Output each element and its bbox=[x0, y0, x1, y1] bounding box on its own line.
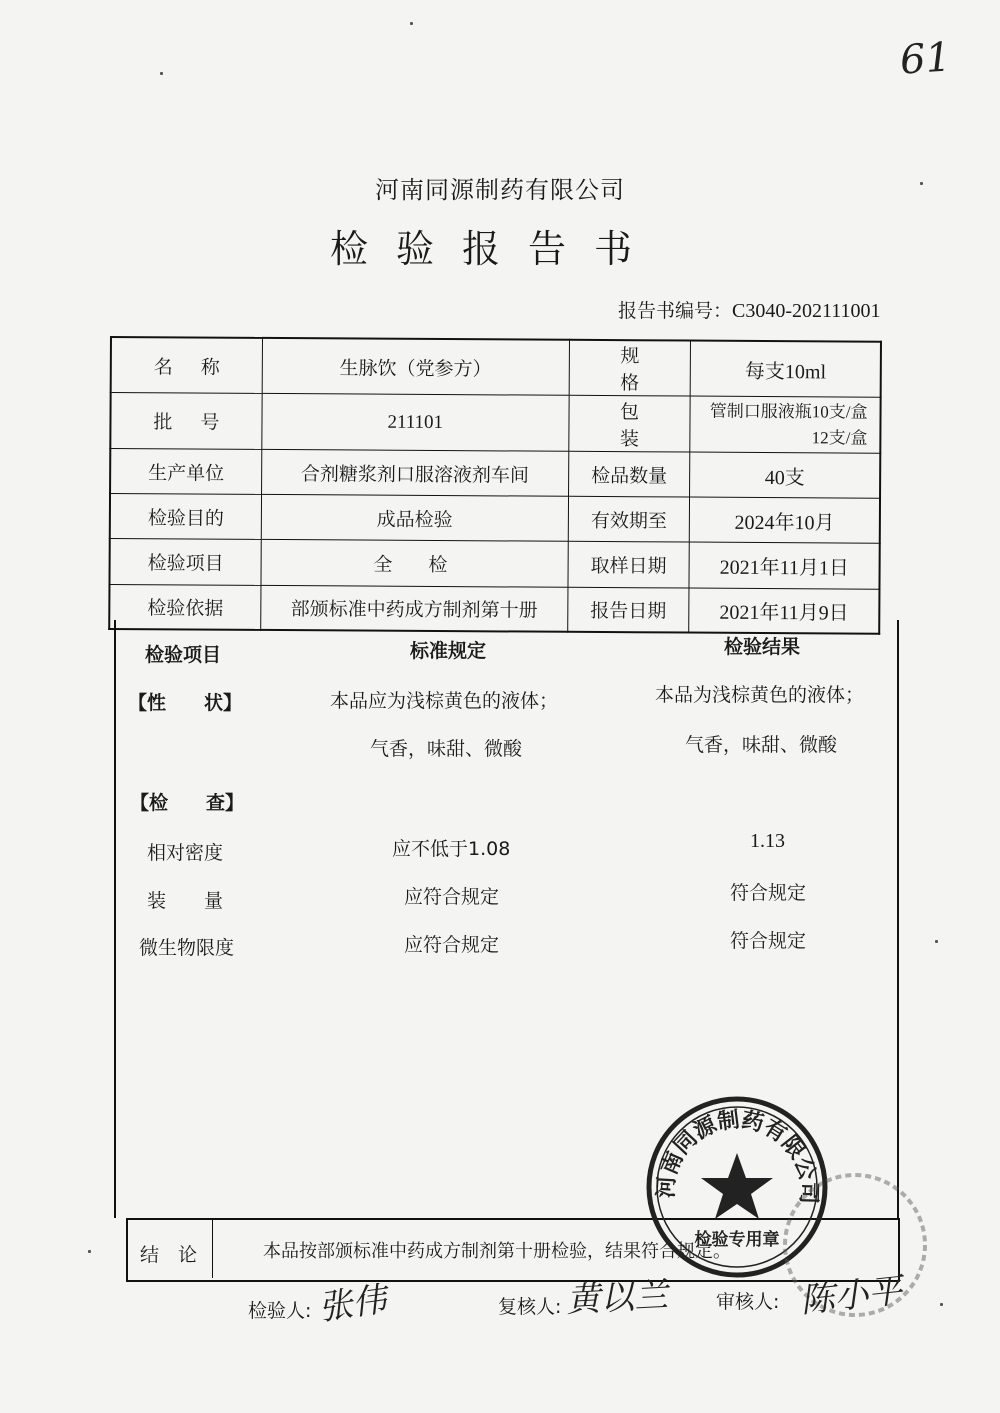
section-check: 【检 查】 bbox=[130, 792, 245, 814]
col-result-header: 检验结果 bbox=[724, 636, 801, 658]
scan-speck bbox=[88, 1250, 91, 1253]
row-item: 相对密度 bbox=[147, 842, 224, 864]
row-standard: 应不低于1.08 bbox=[392, 838, 511, 860]
scan-speck bbox=[935, 940, 938, 943]
col-standard-header: 标准规定 bbox=[410, 640, 487, 662]
report-date-value: 2021年11月9日 bbox=[689, 588, 879, 633]
pack-line-2: 12支/盒 bbox=[811, 427, 868, 448]
character-result-2: 气香，味甜、微酸 bbox=[685, 734, 838, 756]
pack-line-1: 管制口服液瓶10支/盒 bbox=[709, 401, 868, 422]
producer-value: 合剂糖浆剂口服溶液剂车间 bbox=[262, 449, 569, 496]
col-item-header: 检验项目 bbox=[145, 644, 222, 666]
name-label: 名称 bbox=[111, 337, 263, 393]
report-date-label: 报告日期 bbox=[567, 587, 689, 632]
character-standard-2: 气香，味甜、微酸 bbox=[370, 738, 523, 760]
qty-label: 检品数量 bbox=[568, 451, 690, 497]
producer-label: 生产单位 bbox=[110, 449, 262, 495]
seal-sub-text: 检验专用章 bbox=[694, 1230, 780, 1250]
row-item: 微生物限度 bbox=[139, 937, 235, 959]
basis-label: 检验依据 bbox=[109, 585, 261, 630]
inspector-label: 检验人: bbox=[248, 1300, 312, 1322]
conclusion-divider bbox=[212, 1218, 213, 1278]
batch-label: 批号 bbox=[110, 393, 262, 450]
basis-value: 部颁标准中药成方制剂第十册 bbox=[261, 585, 568, 631]
row-standard: 应符合规定 bbox=[404, 934, 500, 956]
spec-label: 规格 bbox=[569, 340, 691, 396]
row-standard: 应符合规定 bbox=[404, 886, 500, 908]
report-number-value: C3040-202111001 bbox=[732, 300, 881, 322]
page-number: 61 bbox=[898, 34, 953, 84]
reviewer-signature: 黄以兰 bbox=[565, 1275, 670, 1321]
batch-value: 211101 bbox=[262, 393, 569, 451]
character-standard-1: 本品应为浅棕黄色的液体； bbox=[330, 690, 559, 712]
pack-value bbox=[690, 396, 880, 453]
spec-value: 每支10ml bbox=[691, 341, 881, 398]
document-title: 检验报告书 bbox=[329, 227, 660, 271]
approver-label: 审核人: bbox=[716, 1291, 780, 1313]
row-result: 符合规定 bbox=[730, 930, 807, 952]
conclusion-text: 本品按部颁标准中药成方制剂第十册检验，结果符合规定。 bbox=[263, 1241, 731, 1262]
inspector-signature: 张伟 bbox=[316, 1279, 389, 1329]
pack-label: 包装 bbox=[568, 395, 690, 452]
item-value: 全检 bbox=[261, 539, 568, 587]
item-label: 检验项目 bbox=[109, 539, 261, 586]
character-result-1: 本品为浅棕黄色的液体； bbox=[655, 684, 865, 706]
sample-date-value: 2021年11月1日 bbox=[689, 542, 879, 589]
row-item: 装 量 bbox=[147, 890, 224, 912]
reviewer-label: 复核人: bbox=[498, 1296, 562, 1318]
seal-text: 河南同源制药有限公司 bbox=[653, 1107, 821, 1205]
company-name: 河南同源制药有限公司 bbox=[375, 176, 625, 204]
row-result: 符合规定 bbox=[730, 882, 807, 904]
report-number bbox=[618, 296, 881, 323]
scan-speck bbox=[160, 72, 163, 75]
section-character: 【性 状】 bbox=[128, 692, 243, 714]
sample-date-label: 取样日期 bbox=[568, 541, 690, 588]
expiry-label: 有效期至 bbox=[568, 496, 690, 542]
conclusion-label: 结 论 bbox=[140, 1244, 198, 1266]
report-number-label: 报告书编号： bbox=[618, 300, 733, 322]
approver-signature: 陈小平 bbox=[798, 1270, 905, 1322]
scan-speck bbox=[920, 182, 923, 185]
header-table bbox=[108, 336, 882, 634]
expiry-value: 2024年10月 bbox=[690, 497, 880, 543]
purpose-value: 成品检验 bbox=[261, 494, 568, 541]
purpose-label: 检验目的 bbox=[110, 494, 262, 540]
product-name: 生脉饮（党参方） bbox=[262, 338, 569, 395]
row-result: 1.13 bbox=[750, 830, 785, 852]
qty-value: 40支 bbox=[690, 452, 880, 498]
scan-speck bbox=[940, 1303, 943, 1306]
scan-speck bbox=[410, 22, 413, 25]
